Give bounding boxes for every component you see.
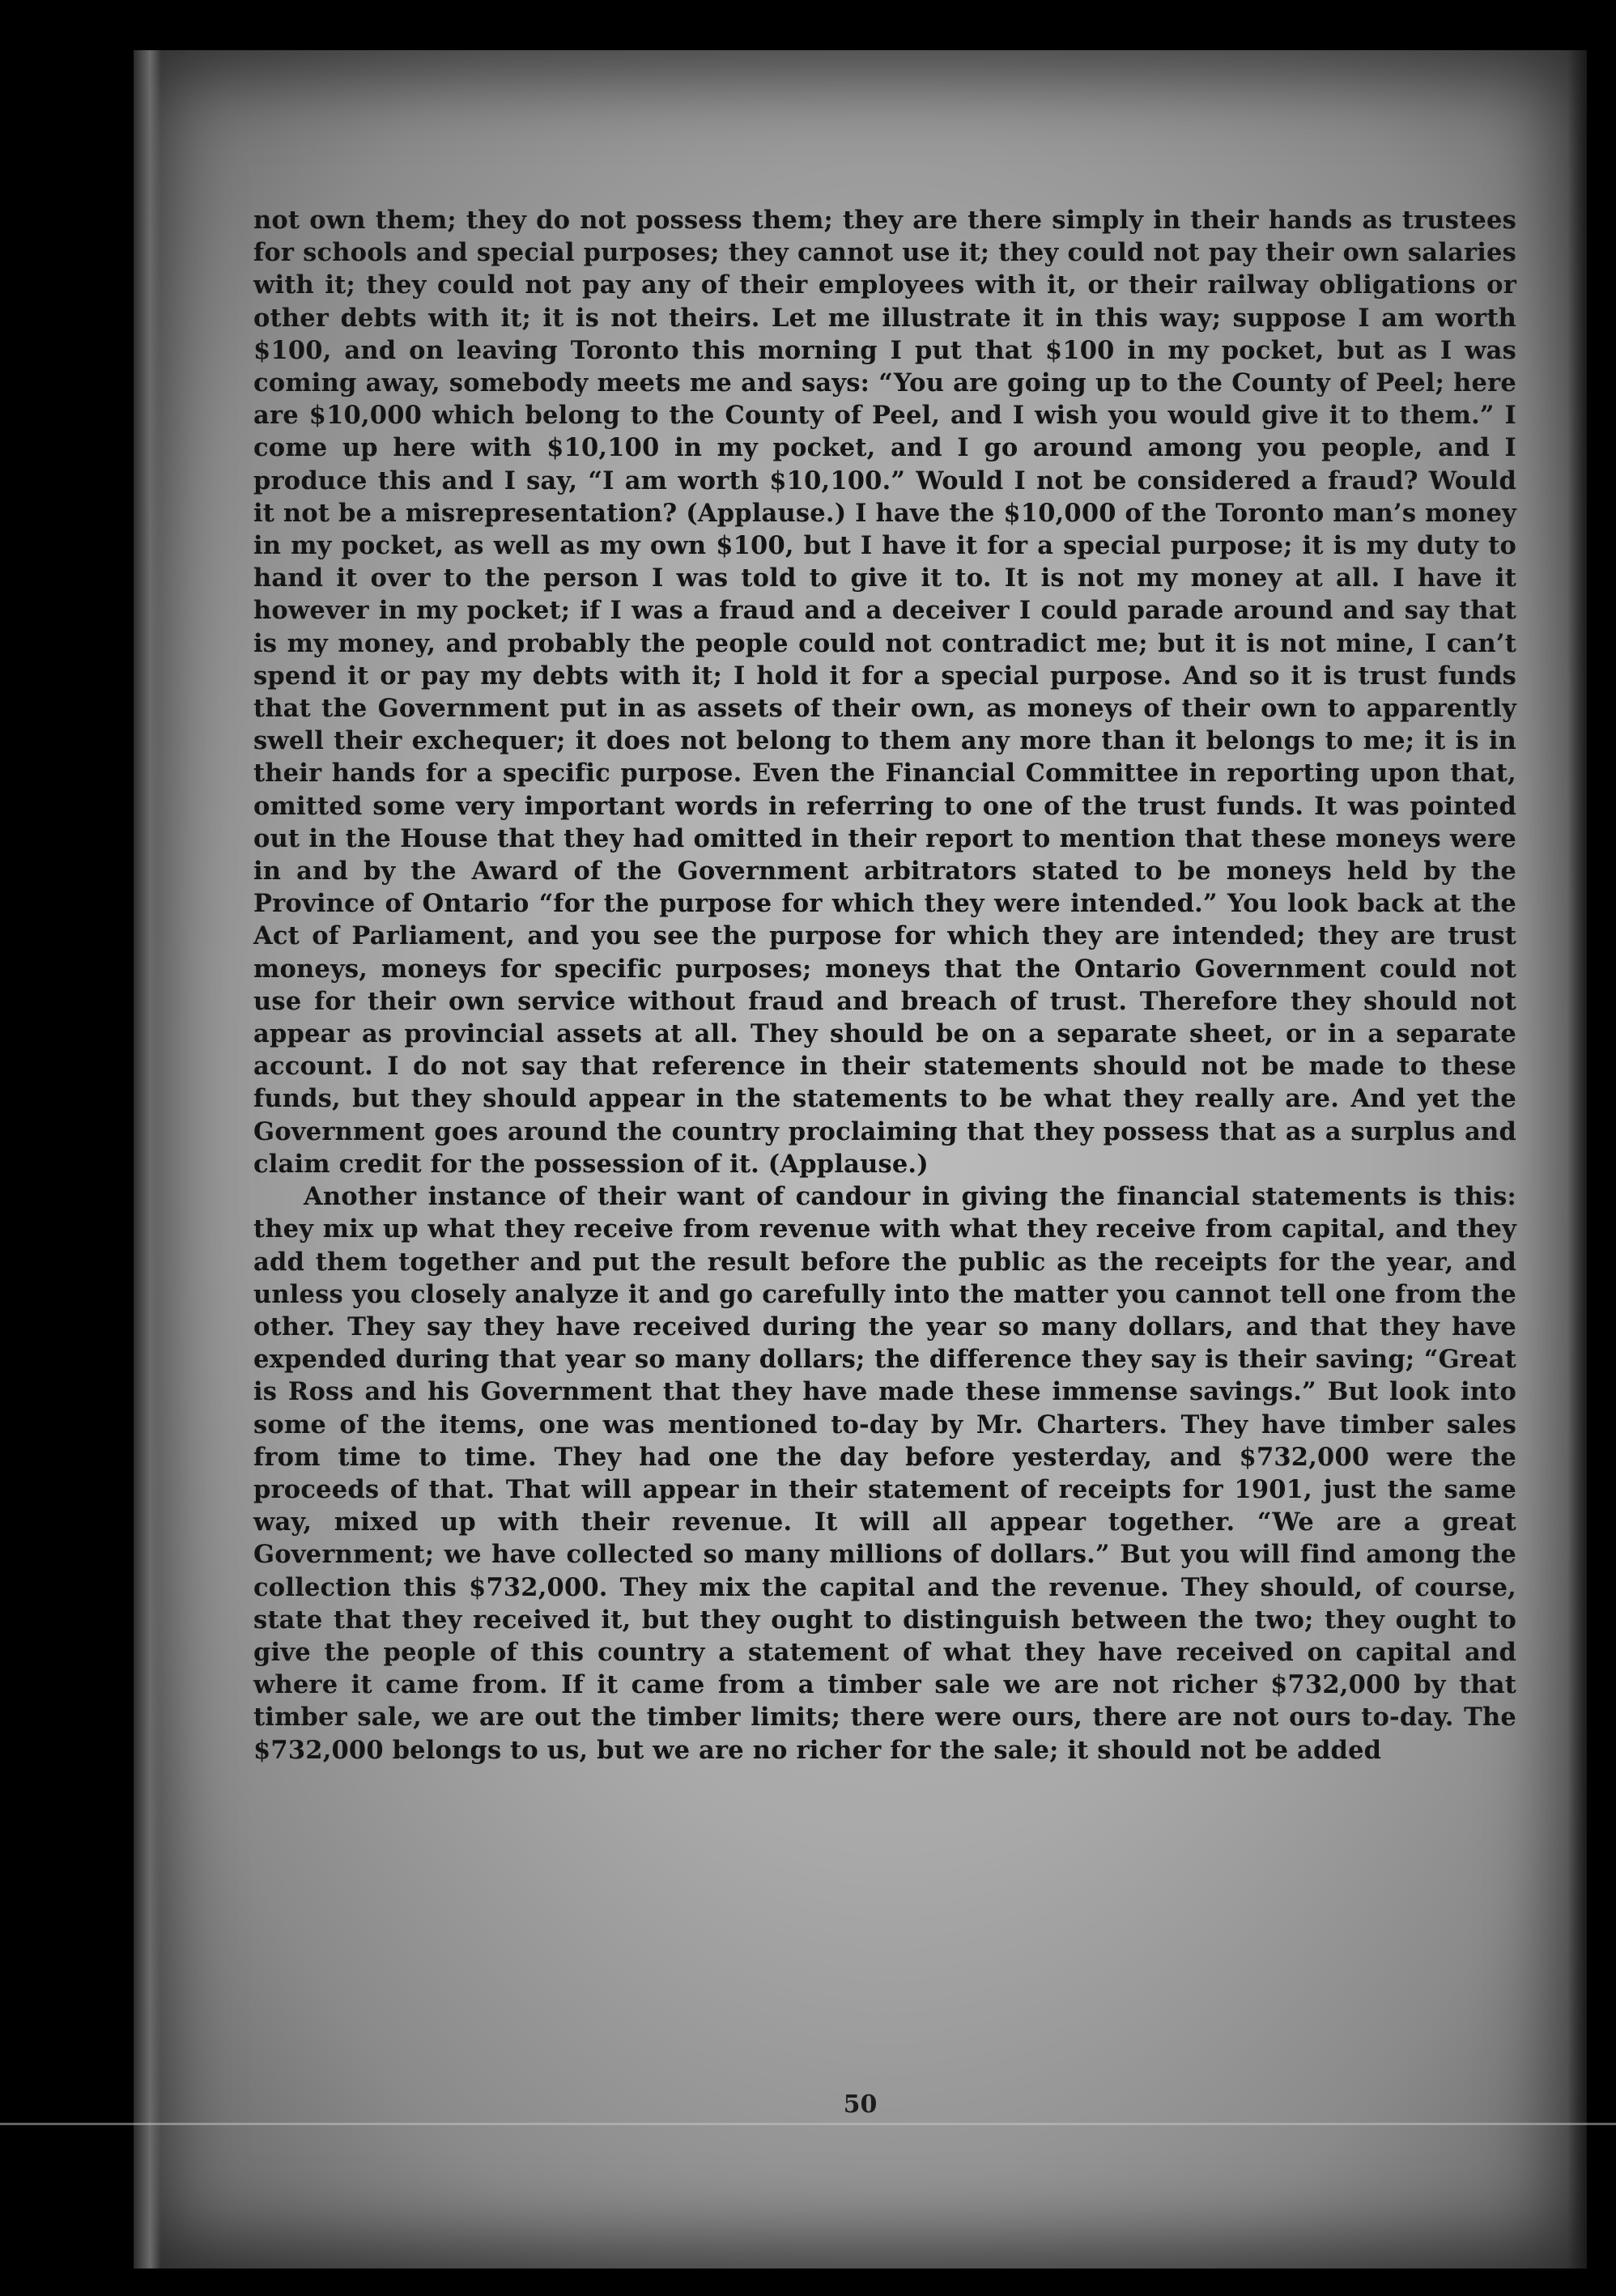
page-edge-shadow-right bbox=[1567, 50, 1587, 2268]
document-page bbox=[134, 50, 1587, 2268]
paragraph-2: Another instance of their want of candour in giving the financial statements is this: they mix up what they receive from revenue with what they receive from capital, and they add them together and put the result before the public as the receipts for the year, and unless you closely analyze it and go carefully into the matter you cannot tell one from the other. They say they have received during the year so many dollars, and that they have expended during that year so many dollars; the difference they say is their saving; “Great is Ross and his Government that they have made these immense savings.” But look into some of the items, one was mentioned to-day by Mr. Charters. They have timber sales from time to time. They had one the day before yesterday, and $732,000 were the proceeds of that. That will appear in their statement of receipts for 1901, just the same way, mixed up with their revenue. It will all appear together. “We are a great Government; we have collected so many millions of dollars.” But you will find among the collection this $732,000. They mix the capital and the revenue. They should, of course, state that they received it, but they ought to distinguish between the two; they ought to give the people of this country a statement of what they have received on capital and where it came from. If it came from a timber sale we are not richer $732,000 by that timber sale, we are out the timber limits; there were ours, there are not ours to-day. The $732,000 belongs to us, but we are no richer for the sale; it should not be added bbox=[253, 1182, 1516, 1765]
body-text bbox=[253, 204, 1516, 1767]
paragraph-1: not own them; they do not possess them; they are there simply in their hands as trustees for schools and special purposes; they cannot use it; they could not pay their own salaries with it; they could not pay any of their employees with it, or their railway obligations or other debts with it; it is not theirs. Let me illustrate it in this way; suppose I am worth $100, and on leaving Toronto this morning I put that $100 in my pocket, but as I was coming away, somebody meets me and says: “You are going up to the County of Peel; here are $10,000 which belong to the County of Peel, and I wish you would give it to them.” I come up here with $10,100 in my pocket, and I go around among you people, and I produce this and I say, “I am worth $10,100.” Would I not be considered a fraud? Would it not be a misrepresentation? (Applause.) I have the $10,000 of the Toronto man’s money in my pocket, as well as my own $100, but I have it for a special purpose; it is my duty to hand it over to the person I was told to give it to. It is not my money at all. I have it however in my pocket; if I was a fraud and a deceiver I could parade around and say that is my money, and probably the people could not contradict me; but it is not mine, I can’t spend it or pay my debts with it; I hold it for a special purpose. And so it is trust funds that the Government put in as assets of their own, as moneys of their own to apparently swell their exchequer; it does not belong to them any more than it belongs to me; it is in their hands for a specific purpose. Even the Financial Committee in reporting upon that, omitted some very important words in referring to one of the trust funds. It was pointed out in the House that they had omitted in their report to mention that these moneys were in and by the Award of the Government arbitrators stated to be moneys held by the Province of Ontario “for the purpose for which they were intended.” You look back at the Act of Parliament, and you see the purpose for which they are intended; they are trust moneys, moneys for specific purposes; moneys that the Ontario Government could not use for their own service without fraud and breach of trust. Therefore they should not appear as provincial assets at all. They should be on a separate sheet, or in a separate account. I do not say that reference in their statements should not be made to these funds, but they should appear in the statements to be what they really are. And yet the Government goes around the country proclaiming that they possess that as a surplus and claim credit for the possession of it. (Applause.) bbox=[253, 206, 1516, 1179]
page-edge-shadow-left bbox=[134, 50, 161, 2268]
page-number: 50 bbox=[843, 2090, 878, 2119]
scan-artifact-line bbox=[0, 2123, 1616, 2125]
